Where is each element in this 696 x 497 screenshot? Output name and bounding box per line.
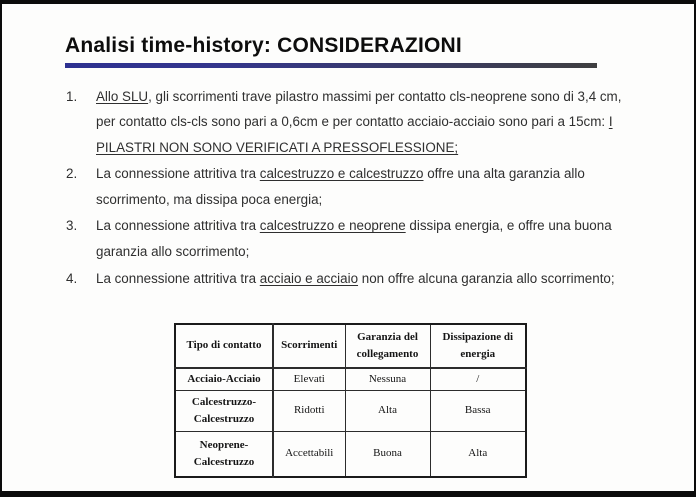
list-item-text bbox=[96, 213, 636, 264]
underlined-segment: acciaio e acciaio bbox=[259, 270, 359, 286]
text-segment: , gli scorrimenti trave pilastro massimi per contatto cls-neoprene sono di 3,4 cm, per contatto cls-cls sono pari a 0,6cm e per contatto acciaio-acciaio sono pari a 15cm: bbox=[96, 89, 622, 130]
table-cell: Neoprene-Calcestruzzo bbox=[175, 432, 273, 478]
underlined-segment: I PILASTRI NON SONO VERIFICATI A PRESSOFLESSIONE; bbox=[96, 114, 613, 155]
list-item-number: 2. bbox=[66, 166, 78, 182]
text-segment: non offre alcuna garanzia allo scorrimento; bbox=[358, 270, 615, 286]
list-item-text bbox=[96, 84, 636, 160]
table-header-row bbox=[175, 324, 526, 368]
underlined-segment: calcestruzzo e calcestruzzo bbox=[259, 166, 424, 182]
list-item-1 bbox=[66, 84, 640, 160]
list-item-4 bbox=[66, 266, 640, 291]
header-cell-scorrimenti: Scorrimenti bbox=[273, 324, 345, 368]
list-item-number: 1. bbox=[66, 89, 78, 104]
table-cell: Accettabili bbox=[273, 432, 345, 478]
considerations-list bbox=[66, 84, 640, 292]
table-cell: Alta bbox=[430, 432, 526, 478]
header-cell-garanzia: Garanzia del collegamento bbox=[345, 324, 430, 368]
table-cell: Buona bbox=[345, 432, 430, 478]
underlined-segment: calcestruzzo e neoprene bbox=[259, 218, 406, 234]
contact-comparison-table bbox=[174, 323, 527, 478]
table-cell: Alta bbox=[345, 391, 430, 432]
list-item-text bbox=[96, 161, 636, 212]
table-row-calcestruzzo-calcestruzzo bbox=[175, 391, 526, 432]
header-cell-contact-type: Tipo di contatto bbox=[175, 324, 273, 368]
table-cell: Ridotti bbox=[273, 391, 345, 432]
list-item-text bbox=[96, 266, 636, 291]
text-segment: La connessione attritiva tra bbox=[96, 166, 260, 182]
list-item-2 bbox=[66, 161, 640, 212]
text-segment: La connessione attritiva tra bbox=[96, 270, 260, 286]
page-title: Analisi time-history: CONSIDERAZIONI bbox=[65, 34, 462, 57]
header-cell-dissipazione: Dissipazione di energia bbox=[430, 324, 526, 368]
table-row-acciaio-acciaio bbox=[175, 368, 526, 391]
text-segment: offre una alta garanzia allo scorrimento, ma dissipa poca energia; bbox=[96, 166, 585, 207]
table-cell: Elevati bbox=[273, 368, 345, 391]
list-item-number: 4. bbox=[66, 270, 78, 286]
underlined-segment: Allo SLU bbox=[96, 89, 149, 104]
text-segment: La connessione attritiva tra bbox=[96, 218, 260, 234]
table-row-neoprene-calcestruzzo bbox=[175, 432, 526, 478]
table-cell: Bassa bbox=[430, 391, 526, 432]
table-cell: / bbox=[430, 368, 526, 391]
table-cell: Acciaio-Acciaio bbox=[175, 368, 273, 391]
title-underline-bar bbox=[65, 63, 597, 68]
table-cell: Calcestruzzo-Calcestruzzo bbox=[175, 391, 273, 432]
list-item-3 bbox=[66, 213, 640, 264]
table-cell: Nessuna bbox=[345, 368, 430, 391]
text-segment: dissipa energia, e offre una buona garanzia allo scorrimento; bbox=[96, 218, 612, 259]
list-item-number: 3. bbox=[66, 218, 78, 234]
